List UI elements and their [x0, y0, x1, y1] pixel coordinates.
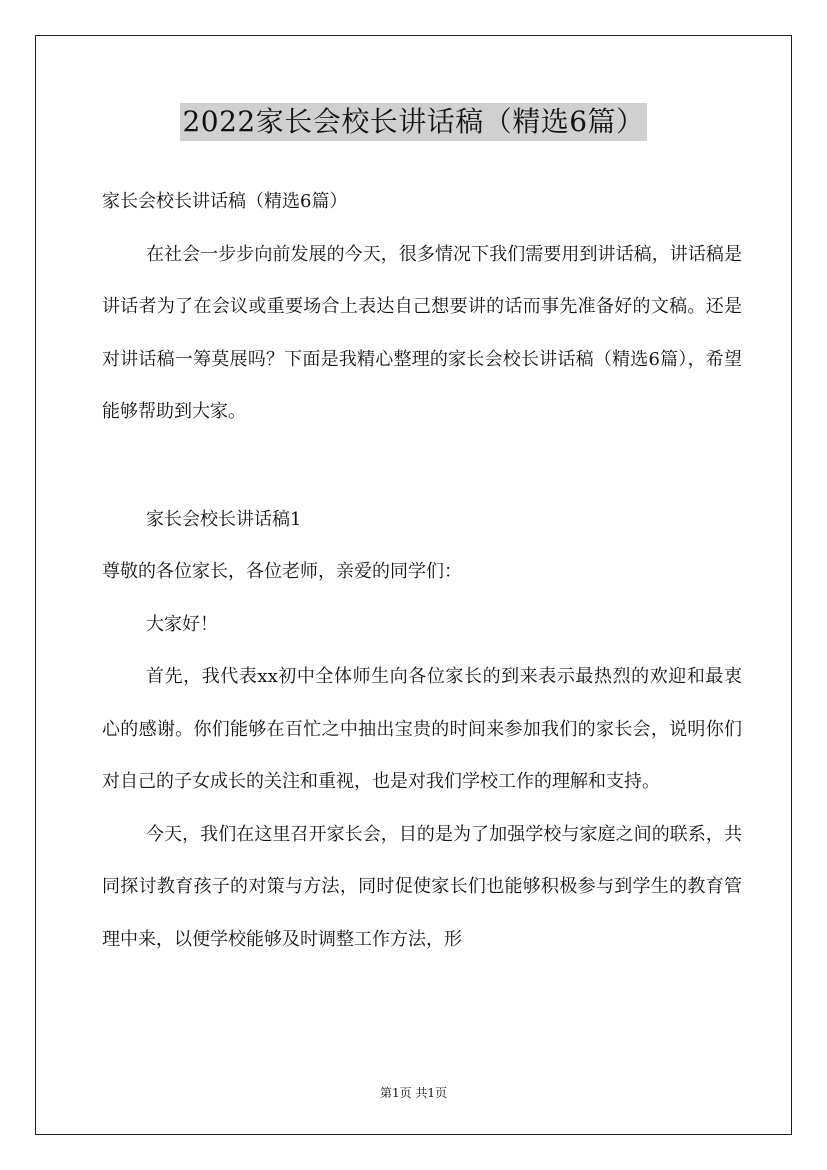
- document-body: [102, 176, 742, 966]
- title-container: [0, 103, 827, 141]
- document-title: 2022家长会校长讲话稿（精选6篇）: [180, 103, 646, 141]
- intro-paragraph: 在社会一步步向前发展的今天，很多情况下我们需要用到讲话稿，讲话稿是讲话者为了在会议或重要场合上表达自己想要讲的话而事先准备好的文稿。还是对讲话稿一筹莫展吗？下面是我精心整理的家长会校长讲话稿（精选6篇），希望能够帮助到大家。: [102, 243, 742, 422]
- page-footer: 第1页 共1页: [379, 1086, 448, 1100]
- greeting: 大家好！: [146, 613, 218, 635]
- body-paragraph-1: 首先，我代表xx初中全体师生向各位家长的到来表示最热烈的欢迎和最衷心的感谢。你们能够在百忙之中抽出宝贵的时间来参加我们的家长会，说明你们对自己的子女成长的关注和重视，也是对我们学校工作的理解和支持。: [102, 666, 742, 792]
- spacer: [102, 439, 742, 494]
- subtitle: 家长会校长讲话稿（精选6篇）: [102, 191, 348, 212]
- body-paragraph-2: 今天，我们在这里召开家长会，目的是为了加强学校与家庭之间的联系，共同探讨教育孩子的对策与方法，同时促使家长们也能够积极参与到学生的教育管理中来，以便学校能够及时调整工作方法，形: [102, 823, 742, 950]
- section-heading: 家长会校长讲话稿1: [146, 508, 302, 530]
- salutation: 尊敬的各位家长，各位老师，亲爱的同学们：: [102, 561, 462, 582]
